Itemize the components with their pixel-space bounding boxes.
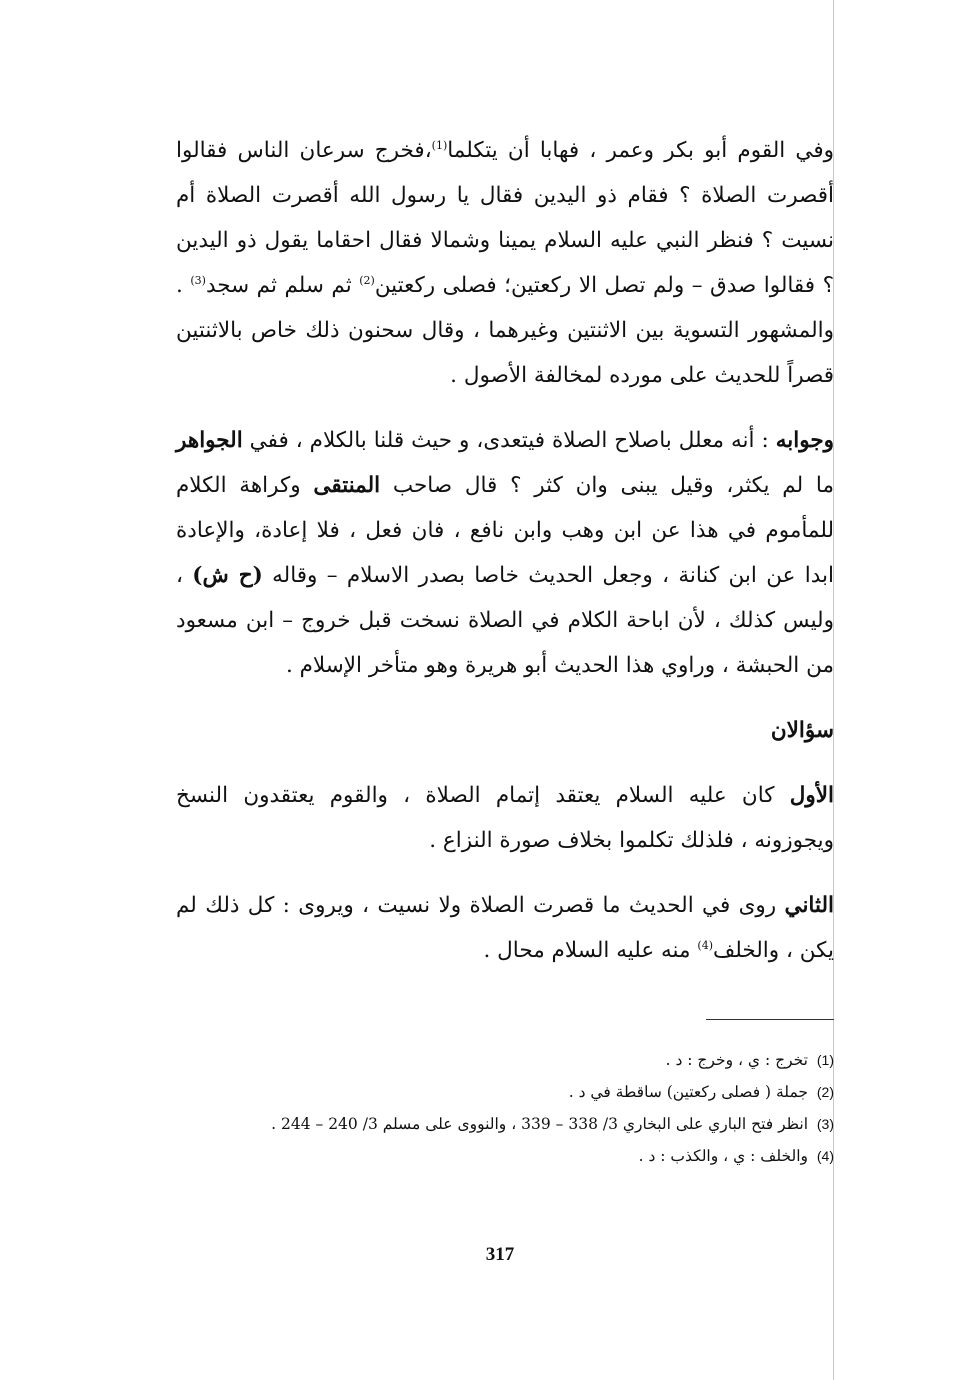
footnote-number: (1): [816, 1052, 834, 1068]
text-run: ما لم يكثر، وقيل يبنى وان كثر ؟ قال صاحب: [380, 473, 835, 498]
footnote-text: تخرج : ي ، وخرج : د .: [665, 1051, 808, 1069]
footnote-item: [190, 1110, 834, 1138]
footnote-marker: (2): [359, 273, 375, 287]
footnote-marker: (1): [431, 138, 448, 152]
text-run: ،فخرج سرعان الناس فقالوا أقصرت الصلاة ؟ فقام ذو اليدين فقال يا رسول الله أقصرت الصلاة أم نسيت ؟ فنظر النبي عليه السلام يمينا وشمالا فقال احقاما يقول ذو اليدين ؟ فقالوا صدق – ولم تصل الا ركعتين؛ فصلى ركعتين: [176, 138, 835, 298]
paragraph-answer: [176, 418, 834, 688]
footnote-number: (4): [816, 1148, 834, 1164]
main-text: [176, 128, 834, 973]
footnote-text: انظر فتح الباري على البخاري 3/ 338 – 339 ، والنووى على مسلم 3/ 240 – 244 .: [271, 1115, 808, 1133]
footnote-item: [190, 1142, 834, 1170]
section-heading: [176, 708, 834, 753]
text-run: ثم سلم ثم سجد: [205, 273, 360, 298]
text-run: : أنه معلل باصلاح الصلاة فيتعدى، و حيث قلنا بالكلام ، ففي: [242, 428, 776, 453]
bold-term: الجواهر: [176, 428, 243, 453]
paragraph-gap: [176, 398, 834, 418]
paragraph-gap: [176, 688, 834, 708]
bold-term: المنتقى: [313, 473, 381, 498]
paragraph-first-question: [176, 773, 834, 863]
footnotes: [190, 1046, 834, 1174]
footnote-item: [190, 1078, 834, 1106]
paragraph-gap: [176, 863, 834, 883]
text-run: ، وليس كذلك ، لأن اباحة الكلام في الصلاة نسخت قبل خروج – ابن مسعود من الحبشة ، وراوي هذا الحديث أبو هريرة وهو متأخر الإسلام .: [176, 563, 834, 678]
footnote-number: (2): [816, 1084, 834, 1100]
footnote-text: جملة ( فصلى ركعتين) ساقطة في د .: [568, 1083, 808, 1101]
footnote-marker: (3): [190, 273, 206, 287]
text-run: روى في الحديث ما قصرت الصلاة ولا نسيت ، ويروى : كل ذلك لم يكن ، والخلف: [176, 893, 834, 963]
page-number: 317: [485, 1244, 515, 1265]
footnote-number: (3): [816, 1116, 834, 1132]
footnote-separator: [706, 1019, 834, 1020]
bold-term: (ح ش): [192, 563, 263, 588]
text-run: منه عليه السلام محال .: [483, 938, 698, 963]
footnote-marker: (4): [697, 938, 713, 952]
text-run: كان عليه السلام يعتقد إتمام الصلاة ، والقوم يعتقدون النسخ ويجوزونه ، فلذلك تكلموا بخلاف صورة النزاع .: [176, 783, 834, 853]
paragraph-second-question: [176, 883, 834, 973]
text-run: وفي القوم أبو بكر وعمر ، فهابا أن يتكلما: [447, 138, 835, 163]
bold-term: وجوابه: [775, 428, 834, 453]
text-run: . والمشهور التسوية بين الاثنتين وغيرهما ، وقال سحنون ذلك خاص بالاثنتين قصراً للحديث على مورده لمخالفة الأصول .: [176, 273, 834, 388]
text-run: وكراهة الكلام للمأموم في هذا عن ابن وهب وابن نافع ، فان فعل ، فلا إعادة، والإعادة ابدا عن ابن كنانة ، وجعل الحديث خاصا بصدر الاسلام – وقاله: [176, 473, 834, 588]
footnote-item: [190, 1046, 834, 1074]
paragraph-gap: [176, 753, 834, 773]
bold-term: الأول: [789, 783, 834, 808]
paragraph-hadith: [176, 128, 834, 398]
bold-term: الثاني: [784, 893, 834, 918]
footnote-text: والخلف : ي ، والكذب : د .: [638, 1147, 808, 1165]
heading-text: سؤالان: [770, 718, 834, 743]
